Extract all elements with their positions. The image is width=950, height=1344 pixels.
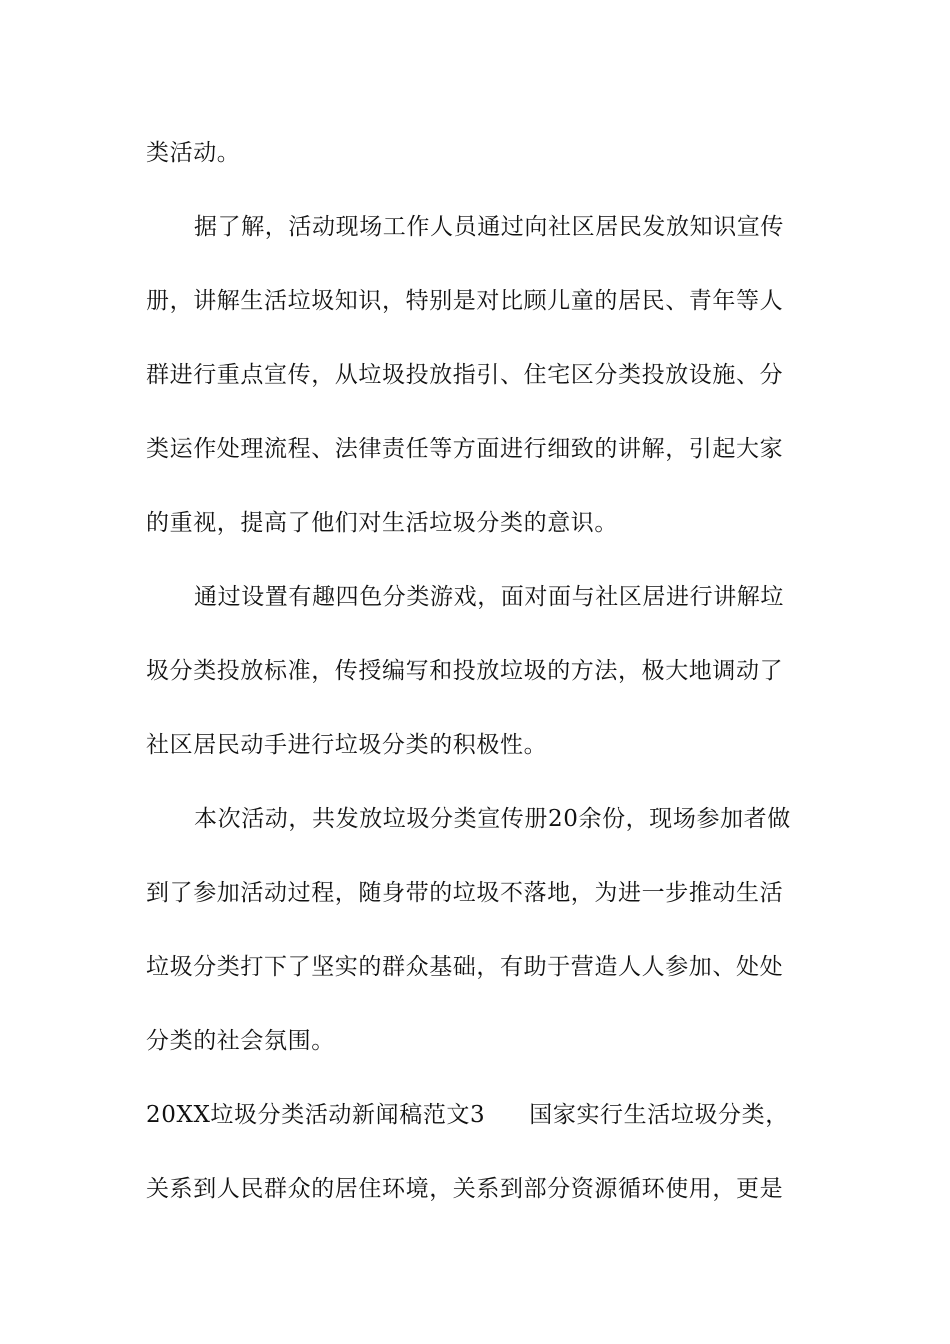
- paragraph-line: 通过设置有趣四色分类游戏，面对面与社区居进行讲解垃: [194, 584, 784, 610]
- paragraph-line: 关系到人民群众的居住环境，关系到部分资源循环使用，更是: [146, 1176, 784, 1202]
- paragraph-line: 类活动。: [146, 140, 241, 166]
- section-first-text: 国家实行生活垃圾分类，: [529, 1102, 789, 1128]
- paragraph-line: 圾分类投放标准，传授编写和投放垃圾的方法，极大地调动了: [146, 658, 784, 684]
- paragraph-line: 群进行重点宣传，从垃圾投放指引、住宅区分类投放设施、分: [146, 362, 784, 388]
- paragraph-line: 类运作处理流程、法律责任等方面进行细致的讲解，引起大家: [146, 436, 784, 462]
- paragraph-line: 的重视，提高了他们对生活垃圾分类的意识。: [146, 510, 618, 536]
- paragraph-line: 分类的社会氛围。: [146, 1028, 335, 1054]
- section-heading-line: [146, 1100, 806, 1130]
- section-title: 20XX垃圾分类活动新闻稿范文3: [146, 1102, 486, 1128]
- paragraph-line: 据了解，活动现场工作人员通过向社区居民发放知识宣传: [194, 214, 784, 240]
- paragraph-line: 本次活动，共发放垃圾分类宣传册20余份，现场参加者做: [194, 806, 791, 832]
- paragraph-line: 社区居民动手进行垃圾分类的积极性。: [146, 732, 548, 758]
- paragraph-line: 到了参加活动过程，随身带的垃圾不落地，为进一步推动生活: [146, 880, 784, 906]
- paragraph-line: 册，讲解生活垃圾知识，特别是对比顾儿童的居民、青年等人: [146, 288, 784, 314]
- paragraph-line: 垃圾分类打下了坚实的群众基础，有助于营造人人参加、处处: [146, 954, 784, 980]
